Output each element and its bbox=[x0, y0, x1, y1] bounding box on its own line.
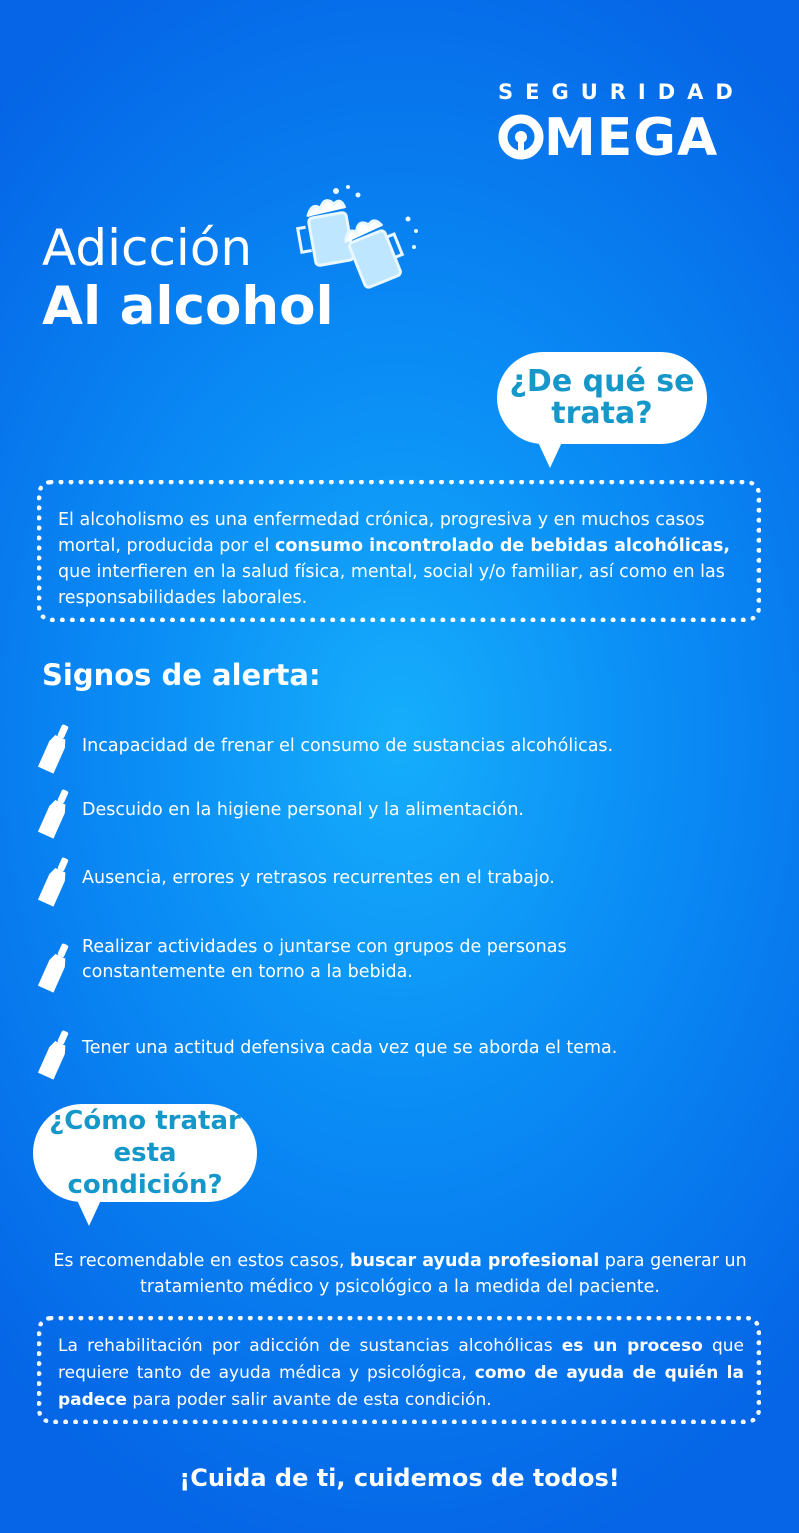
sign-text: Tener una actitud defensiva cada vez que se aborda el tema. bbox=[82, 1038, 618, 1058]
definition-text: que interfieren en la salud física, mental, social y/o familiar, así como en las responsabilidades laborales. bbox=[58, 562, 725, 608]
bubble-line: esta condición? bbox=[67, 1138, 223, 1200]
reco-highlight: buscar ayuda profesional bbox=[349, 1251, 600, 1271]
question-bubble-what bbox=[497, 352, 707, 444]
sign-text: Ausencia, errores y retrasos recurrentes en el trabajo. bbox=[82, 868, 555, 888]
list-item bbox=[36, 935, 776, 995]
page-title-line2: Al alcohol bbox=[42, 276, 334, 337]
list-item bbox=[36, 722, 776, 782]
definition-text: El alcoholismo es una enfermedad crónica, progresiva y en muchos casos mortal, producida por el bbox=[58, 510, 705, 556]
list-item bbox=[36, 855, 776, 915]
bubble-line: trata? bbox=[551, 396, 653, 431]
definition-highlight: consumo incontrolado de bebidas alcohólicas, bbox=[275, 536, 731, 556]
reco-text: Es recomendable en estos casos, bbox=[53, 1251, 350, 1271]
list-item bbox=[36, 1028, 776, 1088]
beer-mugs-icon bbox=[296, 183, 426, 301]
rehab-highlight: es un proceso bbox=[561, 1336, 703, 1356]
sign-text: Realizar actividades o juntarse con grupos de personas constantemente en torno a la bebida. bbox=[82, 937, 567, 982]
bubble-tail bbox=[76, 1198, 102, 1226]
list-item bbox=[36, 787, 776, 847]
bottle-icon bbox=[36, 787, 74, 839]
brand-tagline: SEGURIDAD bbox=[498, 80, 745, 104]
rehab-highlight: como de ayuda de quién la padece bbox=[58, 1363, 744, 1410]
bubble-line: ¿De qué se bbox=[509, 364, 695, 399]
closing-slogan: ¡Cuida de ti, cuidemos de todos! bbox=[179, 1464, 620, 1492]
brand-logo bbox=[498, 108, 738, 168]
bottle-icon bbox=[36, 941, 74, 993]
bottle-icon bbox=[36, 855, 74, 907]
page-title-line1: Adicción bbox=[42, 219, 253, 277]
sign-text: Descuido en la higiene personal y la alimentación. bbox=[82, 800, 524, 820]
rehab-text: La rehabilitación por adicción de sustancias alcohólicas bbox=[58, 1336, 562, 1356]
bubble-line: ¿Cómo tratar bbox=[49, 1106, 241, 1136]
bottle-icon bbox=[36, 722, 74, 774]
bottle-icon bbox=[36, 1028, 74, 1080]
reco-text: para generar un tratamiento médico y psicológico a la medida del paciente. bbox=[140, 1251, 747, 1297]
rehab-text: para poder salir avante de esta condición. bbox=[126, 1390, 492, 1410]
signs-title: Signos de alerta: bbox=[42, 658, 321, 692]
bubble-tail bbox=[537, 440, 563, 468]
omega-o-icon bbox=[498, 114, 544, 160]
sign-text: Incapacidad de frenar el consumo de sustancias alcohólicas. bbox=[82, 736, 614, 756]
definition-box bbox=[37, 480, 761, 622]
brand-word: MEGA bbox=[544, 108, 719, 168]
question-bubble-how bbox=[33, 1104, 257, 1202]
rehab-box bbox=[37, 1316, 761, 1424]
rehab-text: que requiere tanto de ayuda médica y psicológica, bbox=[58, 1336, 744, 1383]
recommendation-text bbox=[40, 1248, 760, 1300]
